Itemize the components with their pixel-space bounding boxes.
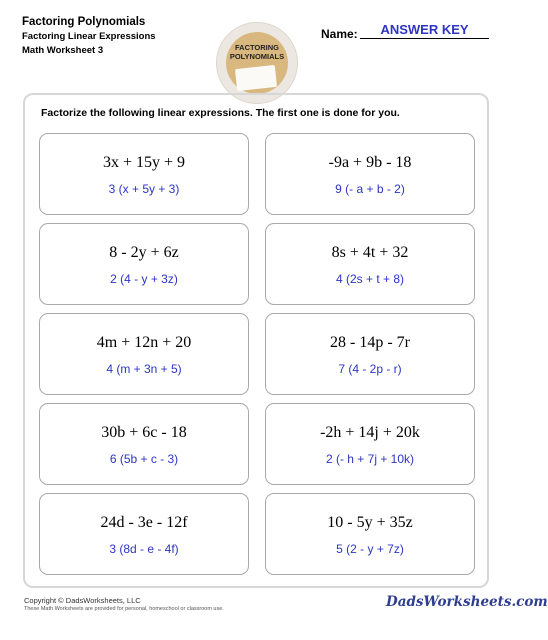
problem-answer: 5 (2 - y + 7z)	[336, 541, 404, 556]
problem-card	[39, 493, 249, 575]
problem-card	[265, 403, 475, 485]
problem-answer: 6 (5b + c - 3)	[109, 451, 179, 466]
logo-paper-icon	[235, 65, 277, 91]
problem-answer: 2 (4 - y + 3z)	[110, 271, 178, 286]
problem-grid	[39, 133, 475, 578]
problem-card	[265, 313, 475, 395]
copyright-text: Copyright © DadsWorksheets, LLC	[24, 596, 141, 605]
name-value: ANSWER KEY	[380, 22, 469, 37]
problem-expression: 8 - 2y + 6z	[109, 243, 179, 261]
instructions: Factorize the following linear expressions. The first one is done for you.	[41, 107, 400, 119]
problem-card	[39, 313, 249, 395]
problem-answer: 3 (x + 5y + 3)	[108, 181, 180, 196]
problem-expression: -2h + 14j + 20k	[320, 423, 420, 441]
problem-card	[39, 223, 249, 305]
problem-card	[39, 133, 249, 215]
problem-card	[265, 493, 475, 575]
problem-answer: 4 (m + 3n + 5)	[106, 361, 182, 376]
problem-expression: 30b + 6c - 18	[101, 423, 187, 441]
problem-expression: 3x + 15y + 9	[102, 153, 186, 171]
problem-expression: 4m + 12n + 20	[96, 333, 192, 351]
worksheet-header	[22, 14, 156, 58]
usage-note: These Math Worksheets are provided for personal, homeschool or classroom use.	[24, 606, 224, 612]
problem-card	[39, 403, 249, 485]
name-line	[360, 38, 489, 39]
problem-expression: -9a + 9b - 18	[328, 153, 412, 171]
brand-logo: DadsWorksheets.com	[386, 594, 548, 610]
problem-expression: 28 - 14p - 7r	[330, 333, 410, 351]
worksheet-subtitle: Factoring Linear Expressions	[22, 31, 156, 42]
problem-expression: 8s + 4t + 32	[331, 243, 409, 261]
problem-card	[265, 223, 475, 305]
problem-answer: 2 (- h + 7j + 10k)	[325, 451, 415, 466]
topic-logo	[216, 22, 298, 104]
problem-answer: 9 (- a + b - 2)	[335, 181, 405, 196]
name-label: Name:	[321, 27, 358, 41]
problem-answer: 3 (8d - e - 4f)	[109, 541, 179, 556]
worksheet-number: Math Worksheet 3	[22, 45, 104, 56]
logo-text: FACTORING POLYNOMIALS	[229, 43, 285, 61]
problem-answer: 7 (4 - 2p - r)	[338, 361, 402, 376]
worksheet-title: Factoring Polynomials	[22, 16, 146, 28]
footer	[24, 596, 224, 613]
problem-card	[265, 133, 475, 215]
problem-answer: 4 (2s + t + 8)	[335, 271, 405, 286]
problem-expression: 24d - 3e - 12f	[100, 513, 188, 531]
problem-expression: 10 - 5y + 35z	[327, 513, 413, 531]
